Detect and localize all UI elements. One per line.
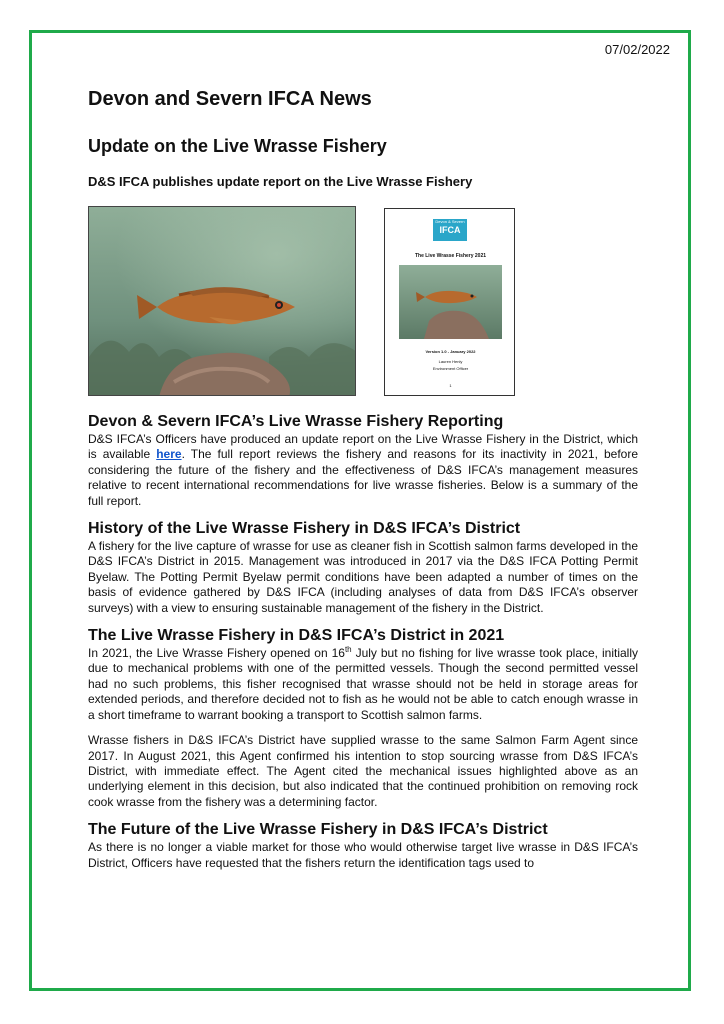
section-text-future: As there is no longer a viable market for those who would otherwise target live wrasse in D&S IFCA’s District, Officers have requested that the fishers return the identification tags used to xyxy=(88,840,638,870)
reporting-text-end: . The full report reviews the fishery and reasons for its inactivity in 2021, before considering the future of the fishery and the effectiveness of D&S IFCA’s management measures relative to recent international recommendations for live wrasse fisheries. Below is a summary of the full report. xyxy=(88,447,639,508)
p1-start: In 2021, the Live Wrasse Fishery opened on 16 xyxy=(88,646,345,661)
article-lead: D&S IFCA publishes update report on the Live Wrasse Fishery xyxy=(88,174,473,189)
section-heading-future: The Future of the Live Wrasse Fishery in D&S IFCA’s District xyxy=(88,821,548,839)
cover-author: Lauren Henly xyxy=(438,359,463,364)
ordinal-suffix: th xyxy=(344,645,352,655)
section-text-history: A fishery for the live capture of wrasse for use as cleaner fish in Scottish salmon farms developed in the D&S IFCA’s District in 2015. Management was introduced in 2017 via the D&S IFCA Potting Permit Byelaw. The Potting Permit Byelaw permit conditions have been adapted a number of times on the basis of evidence gathered by D&S IFCA (including analyses of data from D&S IFCA’s observer surveys) with a view to ensuring sustainable management of the fishery in the District. xyxy=(88,539,638,615)
article-body xyxy=(88,412,638,881)
section-text-2021-p1 xyxy=(88,646,638,723)
section-heading-reporting: Devon & Severn IFCA’s Live Wrasse Fishery Reporting xyxy=(88,413,504,430)
logo-main-text: IFCA xyxy=(439,225,461,235)
wrasse-photo-illustration xyxy=(89,207,356,396)
cover-version: Version 1.0 - January 2022 xyxy=(425,349,476,354)
reporting-text-start: D&S IFCA’s Officers have produced an update report on the Live Wrasse Fishery in the District, which is available xyxy=(88,432,638,462)
cover-page-number: 1 xyxy=(449,383,452,388)
page-title: Devon and Severn IFCA News xyxy=(88,88,372,110)
section-heading-history: History of the Live Wrasse Fishery in D&S IFCA’s District xyxy=(88,520,521,538)
p1-end: July but no fishing for live wrasse took place, initially due to mechanical problems with one of the permitted vessels. Though the second permitted vessel had no such problems, this fisher recognised that wrasse should not be held in storage areas for extended periods, and therefore decided not to fish as he would not be able to catch enough wrasse in a short timeframe to warrant booking a transport to Scottish salmon farms. xyxy=(88,646,638,722)
cover-title: The Live Wrasse Fishery 2021 xyxy=(414,253,487,259)
section-heading-2021: The Live Wrasse Fishery in D&S IFCA’s District in 2021 xyxy=(88,627,505,645)
ifca-logo xyxy=(433,219,467,241)
logo-top-text: Devon & Severn xyxy=(435,219,465,224)
document-date: 07/02/2022 xyxy=(604,42,670,57)
cover-photo xyxy=(399,265,502,339)
report-link[interactable]: here xyxy=(156,447,182,462)
cover-role: Environment Officer xyxy=(432,366,469,371)
section-text-reporting xyxy=(88,432,638,509)
article-title: Update on the Live Wrasse Fishery xyxy=(88,136,387,156)
section-text-2021-p2: Wrasse fishers in D&S IFCA’s District have supplied wrasse to the same Salmon Farm Agent since 2017. In August 2021, this Agent confirmed his intention to stop sourcing wrasse from D&S IFCA’s District, with immediate effect. The Agent cited the mechanical issues highlighted above as an underlying element in this decision, but also indicated that the continued prohibition on removing rock cook wrasse from the fishery was a determining factor. xyxy=(88,733,638,809)
report-cover-thumbnail[interactable] xyxy=(384,208,515,396)
cover-fish-illustration xyxy=(399,265,502,339)
wrasse-photo xyxy=(88,206,356,396)
